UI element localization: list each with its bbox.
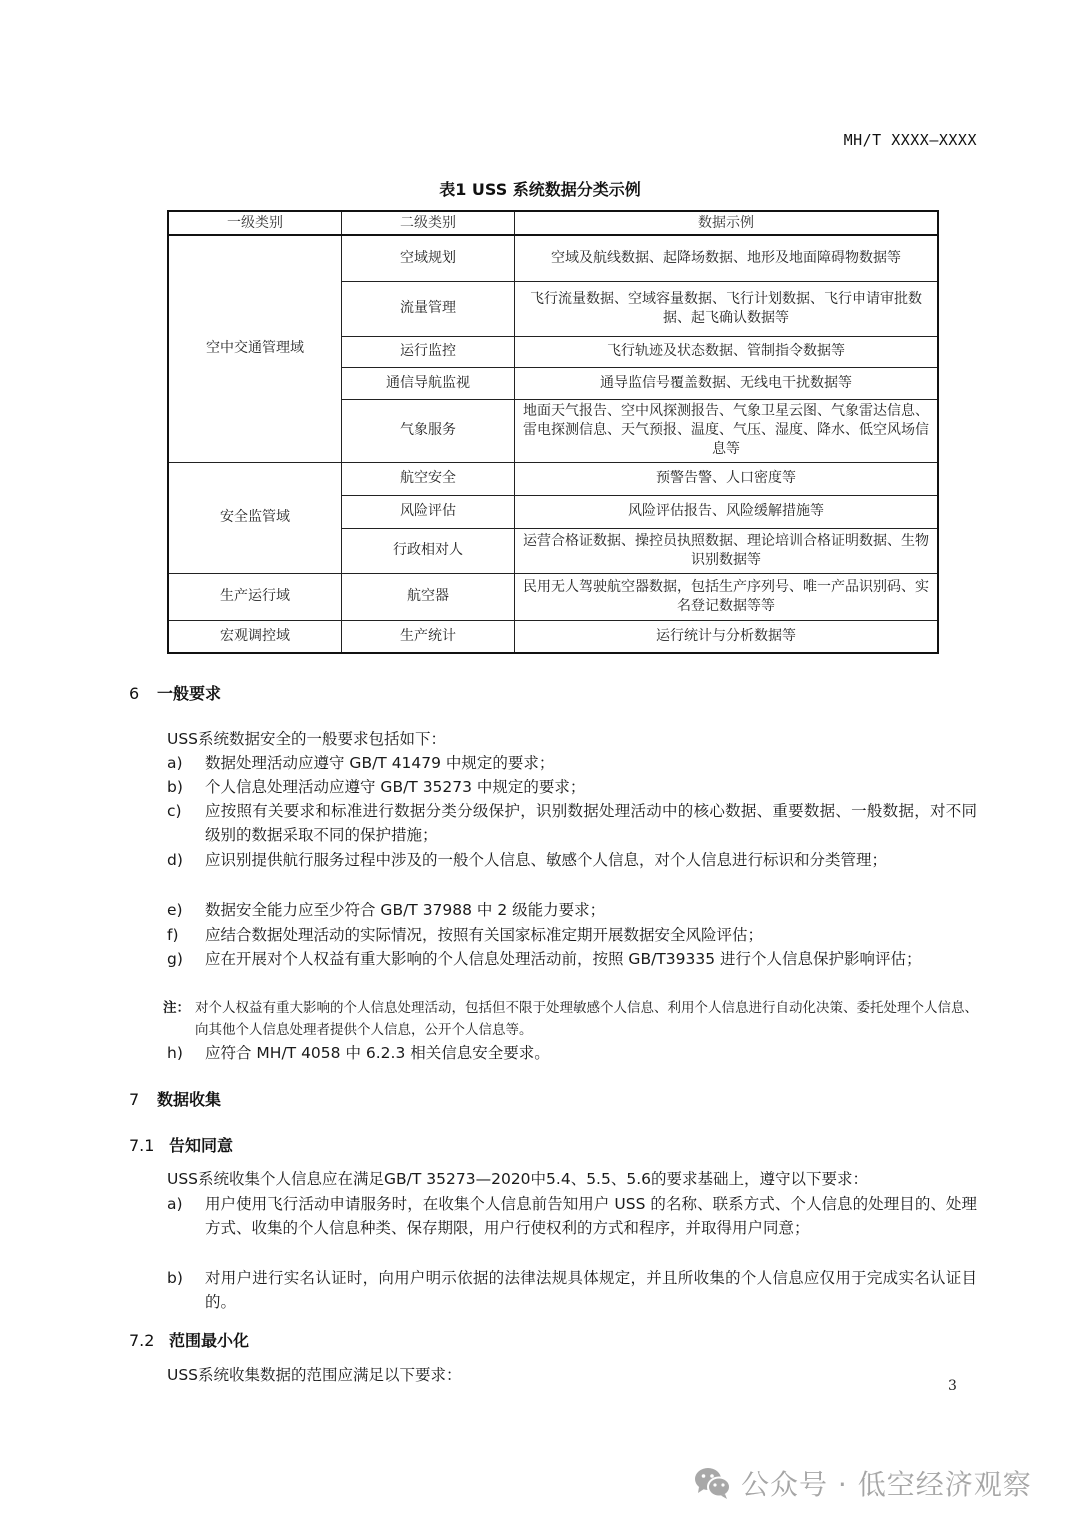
list-item: [167, 848, 977, 872]
section-number: 6: [129, 684, 140, 703]
level2-cell: 生产统计: [342, 620, 515, 653]
section-title: 数据收集: [157, 1090, 222, 1109]
example-cell: 飞行轨迹及状态数据、管制指令数据等: [515, 336, 939, 367]
list-text: 数据安全能力应至少符合 GB/T 37988 中 2 级能力要求；: [205, 901, 606, 919]
level2-cell: 航空安全: [342, 462, 515, 495]
example-cell: 民用无人驾驶航空器数据，包括生产序列号、唯一产品识别码、实名登记数据等等: [515, 573, 939, 620]
list-item: [167, 751, 977, 775]
level2-cell: 气象服务: [342, 399, 515, 462]
list-text: 用户使用飞行活动申请服务时，在收集个人信息前告知用户 USS 的名称、联系方式、个人信息的处理目的、处理方式、收集的个人信息种类、保存期限，用户行使权利的方式和程序，并取得用户同意；: [205, 1195, 977, 1237]
level2-cell: 流量管理: [342, 281, 515, 336]
subsection-number: 7.2: [129, 1331, 155, 1350]
list-marker: f): [167, 926, 179, 944]
list-text: 应在开展对个人权益有重大影响的个人信息处理活动前，按照 GB/T39335 进行个人信息保护影响评估；: [205, 950, 922, 968]
list-text: 应符合 MH/T 4058 中 6.2.3 相关信息安全要求。: [205, 1044, 550, 1062]
list-item: [167, 1266, 977, 1314]
example-cell: 预警告警、人口密度等: [515, 462, 939, 495]
level2-cell: 航空器: [342, 573, 515, 620]
list-item: [167, 898, 977, 922]
subsection-title: 告知同意: [169, 1136, 234, 1155]
list-text: 对用户进行实名认证时，向用户明示依据的法律法规具体规定，并且所收集的个人信息应仅用于完成实名认证目的。: [205, 1269, 977, 1311]
list-item: [167, 775, 977, 799]
list-item: [167, 799, 977, 847]
table-row: [168, 235, 938, 281]
note-label: 注：: [163, 1000, 190, 1016]
example-cell: 运行统计与分析数据等: [515, 620, 939, 653]
list-text: 应识别提供航行服务过程中涉及的一般个人信息、敏感个人信息，对个人信息进行标识和分类管理；: [205, 851, 888, 869]
table-header-row: [168, 211, 938, 235]
list-item: [167, 1192, 977, 1240]
subsection-title: 范围最小化: [169, 1331, 250, 1350]
section-6-heading: [129, 681, 221, 704]
column-header-level2: 二级类别: [342, 211, 515, 235]
column-header-example: 数据示例: [515, 211, 939, 235]
list-item: [167, 1041, 977, 1065]
watermark: [693, 1463, 1032, 1503]
list-marker: c): [167, 802, 182, 820]
level2-cell: 空域规划: [342, 235, 515, 281]
list-marker: e): [167, 901, 183, 919]
list-text: 应结合数据处理活动的实际情况，按照有关国家标准定期开展数据安全风险评估；: [205, 926, 764, 944]
example-cell: 空域及航线数据、起降场数据、地形及地面障碍物数据等: [515, 235, 939, 281]
data-classification-table: [167, 210, 939, 654]
section-7-1-heading: [129, 1133, 233, 1156]
column-header-level1: 一级类别: [168, 211, 342, 235]
level1-cell: 宏观调控域: [168, 620, 342, 653]
example-cell: 地面天气报告、空中风探测报告、气象卫星云图、气象雷达信息、雷电探测信息、天气预报、温度、气压、湿度、降水、低空风场信息等: [515, 399, 939, 462]
level2-cell: 行政相对人: [342, 528, 515, 573]
table-caption: 表1 USS 系统数据分类示例: [439, 180, 641, 199]
level2-cell: 运行监控: [342, 336, 515, 367]
level1-cell: 生产运行域: [168, 573, 342, 620]
level2-cell: 通信导航监视: [342, 367, 515, 399]
example-cell: 运营合格证数据、操控员执照数据、理论培训合格证明数据、生物识别数据等: [515, 528, 939, 573]
list-text: 个人信息处理活动应遵守 GB/T 35273 中规定的要求；: [205, 778, 586, 796]
standard-code: MH/T XXXX—XXXX: [843, 131, 977, 149]
level1-cell: 空中交通管理域: [168, 235, 342, 462]
table-row: [168, 462, 938, 495]
table-row: [168, 573, 938, 620]
example-cell: 风险评估报告、风险缓解措施等: [515, 495, 939, 528]
example-cell: 飞行流量数据、空域容量数据、飞行计划数据、飞行申请审批数据、起飞确认数据等: [515, 281, 939, 336]
section-number: 7: [129, 1090, 140, 1109]
list-text: 数据处理活动应遵守 GB/T 41479 中规定的要求；: [205, 754, 555, 772]
section-7-1-intro: USS系统收集个人信息应在满足GB/T 35273—2020中5.4、5.5、5.6的要求基础上，遵守以下要求：: [167, 1170, 868, 1188]
list-marker: b): [167, 1269, 183, 1287]
list-marker: h): [167, 1044, 183, 1062]
page-number: 3: [948, 1378, 957, 1394]
list-marker: d): [167, 851, 183, 869]
example-cell: 通导监信号覆盖数据、无线电干扰数据等: [515, 367, 939, 399]
list-item: [167, 947, 977, 971]
level1-cell: 安全监管域: [168, 462, 342, 573]
note: [163, 997, 979, 1041]
level2-cell: 风险评估: [342, 495, 515, 528]
section-title: 一般要求: [157, 684, 222, 703]
list-item: [167, 923, 977, 947]
list-marker: b): [167, 778, 183, 796]
list-text: 应按照有关要求和标准进行数据分类分级保护，识别数据处理活动中的核心数据、重要数据、一般数据，对不同级别的数据采取不同的保护措施；: [205, 802, 977, 844]
watermark-text: 公众号 · 低空经济观察: [741, 1468, 1032, 1501]
list-marker: a): [167, 1195, 183, 1213]
section-6-intro: USS系统数据安全的一般要求包括如下：: [167, 730, 447, 748]
list-marker: a): [167, 754, 183, 772]
section-7-heading: [129, 1087, 221, 1110]
section-7-2-heading: [129, 1328, 249, 1351]
note-text: 对个人权益有重大影响的个人信息处理活动，包括但不限于处理敏感个人信息、利用个人信息进行自动化决策、委托处理个人信息、向其他个人信息处理者提供个人信息，公开个人信息等。: [195, 1000, 978, 1038]
wechat-icon: [693, 1466, 733, 1500]
list-marker: g): [167, 950, 183, 968]
subsection-number: 7.1: [129, 1136, 155, 1155]
table-row: [168, 620, 938, 653]
section-7-2-intro: USS系统收集数据的范围应满足以下要求：: [167, 1366, 462, 1384]
